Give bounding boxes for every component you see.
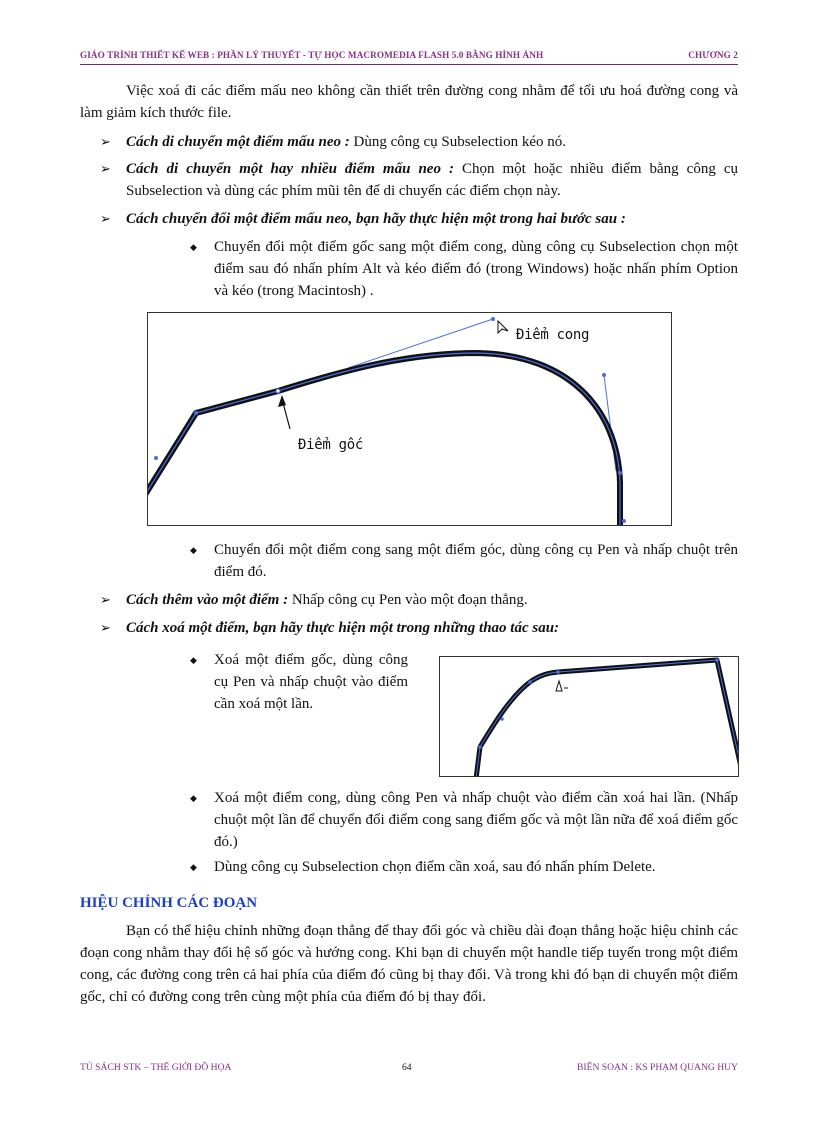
bullet-convert-curve-to-corner [190,539,738,583]
page-header [80,46,738,65]
handle-point [602,373,606,377]
page-footer [80,1062,738,1076]
anchor-point [276,389,280,393]
figure-curve-point [147,312,672,526]
header-chapter: CHƯƠNG 2 [688,50,738,60]
item-title: Cách di chuyển một điểm mấu neo : [126,134,350,150]
delete-point-illustration [440,657,738,776]
section-title: HIỆU CHỈNH CÁC ĐOẠN [80,895,258,911]
bullet-delete-subselection [190,856,738,878]
footer-author: BIÊN SOẠN : KS PHẠM QUANG HUY [577,1062,738,1073]
item-add-point [100,589,738,611]
diamond-bullet-icon: ◆ [190,545,197,555]
bullet-delete-corner [190,649,408,715]
segment-path [476,660,738,776]
item-text: Dùng công cụ Subselection kéo nó. [349,134,566,150]
item-move-anchor [100,131,738,153]
bullet-text: Chuyển đổi một điểm cong sang một điểm góc, dùng công cụ Pen và nhấp chuột trên điểm đó. [214,542,738,580]
item-delete-point [100,617,738,639]
intro-paragraph: Việc xoá đi các điểm mấu neo không cần thiết trên đường cong nhằm để tối ưu hoá đường cong và làm giảm kích thước file. [80,83,738,121]
arrow-bullet-icon: ➢ [100,211,111,226]
item-text: Chọn một hoặc nhiều điểm bằng công cụ Subselection và dùng các phím mũi tên để di chuyển các điểm chọn này. [126,161,739,199]
anchor-point [478,745,482,749]
curve-path-highlight [148,353,620,525]
arrow-bullet-icon: ➢ [100,134,111,149]
anchor-point [154,456,158,460]
pointer-cursor-icon [498,321,508,333]
anchor-point [556,670,560,674]
label-curve-point: Điểm cong [516,327,590,343]
curve-path [148,353,620,525]
anchor-point [194,411,198,415]
anchor-point [500,717,504,721]
item-move-anchors [100,158,738,202]
section-paragraph: Bạn có thể hiệu chỉnh những đoạn thẳng để thay đổi góc và chiều dài đoạn thẳng hoặc hiệu chỉnh các đoạn cong nhằm thay đổi hệ số góc và hướng cong. Khi bạn di chuyển một handle tiếp tuyến trong một điểm cong, các đường cong trên cả hai phía của điểm đó cũng bị thay đổi. Và trong khi đó bạn di chuyển một điểm gốc, chỉ có đường cong trên cùng một phía của điểm đó bị thay đổi. [80,923,738,1005]
item-title: Cách xoá một điểm, bạn hãy thực hiện một trong những thao tác sau: [126,620,560,636]
arrow-bullet-icon: ➢ [100,161,111,176]
arrow-bullet-icon: ➢ [100,592,111,607]
item-convert-anchor [100,208,738,230]
figure-delete-point [439,656,739,777]
bullet-text: Xoá một điểm gốc, dùng công cụ Pen và nhấp chuột vào điểm cần xoá một lần. [214,652,408,712]
diamond-bullet-icon: ◆ [190,793,197,803]
bullet-convert-corner-to-curve [190,236,738,302]
item-text: Nhấp công cụ Pen vào một đoạn thẳng. [288,592,528,608]
anchor-point [622,519,626,523]
pen-delete-cursor-icon [556,681,562,691]
diamond-bullet-icon: ◆ [190,655,197,665]
bullet-delete-curve [190,787,738,853]
handle-point [491,317,495,321]
bullet-text: Dùng công cụ Subselection chọn điểm cần xoá, sau đó nhấn phím Delete. [214,859,656,875]
bullet-text: Xoá một điểm cong, dùng công Pen và nhấp chuột vào điểm cần xoá hai lần. (Nhấp chuột một lần để chuyển đổi điểm cong sang điểm gốc và một lần nữa để xoá điểm gốc đó.) [214,790,738,850]
header-title: GIÁO TRÌNH THIẾT KẾ WEB : PHẦN LÝ THUYẾT - TỰ HỌC MACROMEDIA FLASH 5.0 BẰNG HÌNH ẢNH [80,50,544,60]
item-title: Cách thêm vào một điểm : [126,592,289,608]
label-corner-point: Điểm gốc [298,437,364,453]
anchor-point [715,658,719,662]
diamond-bullet-icon: ◆ [190,242,197,252]
segment-path-highlight [476,660,738,776]
diamond-bullet-icon: ◆ [190,862,197,872]
page-number: 64 [402,1062,412,1073]
tangent-handle-left [348,319,493,368]
item-title: Cách di chuyển một hay nhiều điểm mấu neo : [126,161,454,177]
curve-illustration [148,313,671,525]
item-title: Cách chuyển đổi một điểm mấu neo, bạn hãy thực hiện một trong hai bước sau : [126,211,626,227]
anchor-point [618,471,622,475]
anchor-point [528,680,532,684]
bullet-text: Chuyển đổi một điểm gốc sang một điểm cong, dùng công cụ Subselection chọn một điểm sau đó nhấn phím Alt và kéo điểm đó (trong Windows) hoặc nhấn phím Option và kéo (trong Macintosh) . [214,239,738,299]
callout-arrow-head-icon [278,395,286,407]
arrow-bullet-icon: ➢ [100,620,111,635]
footer-series: TỦ SÁCH STK – THẾ GIỚI ĐỒ HỌA [80,1062,232,1073]
